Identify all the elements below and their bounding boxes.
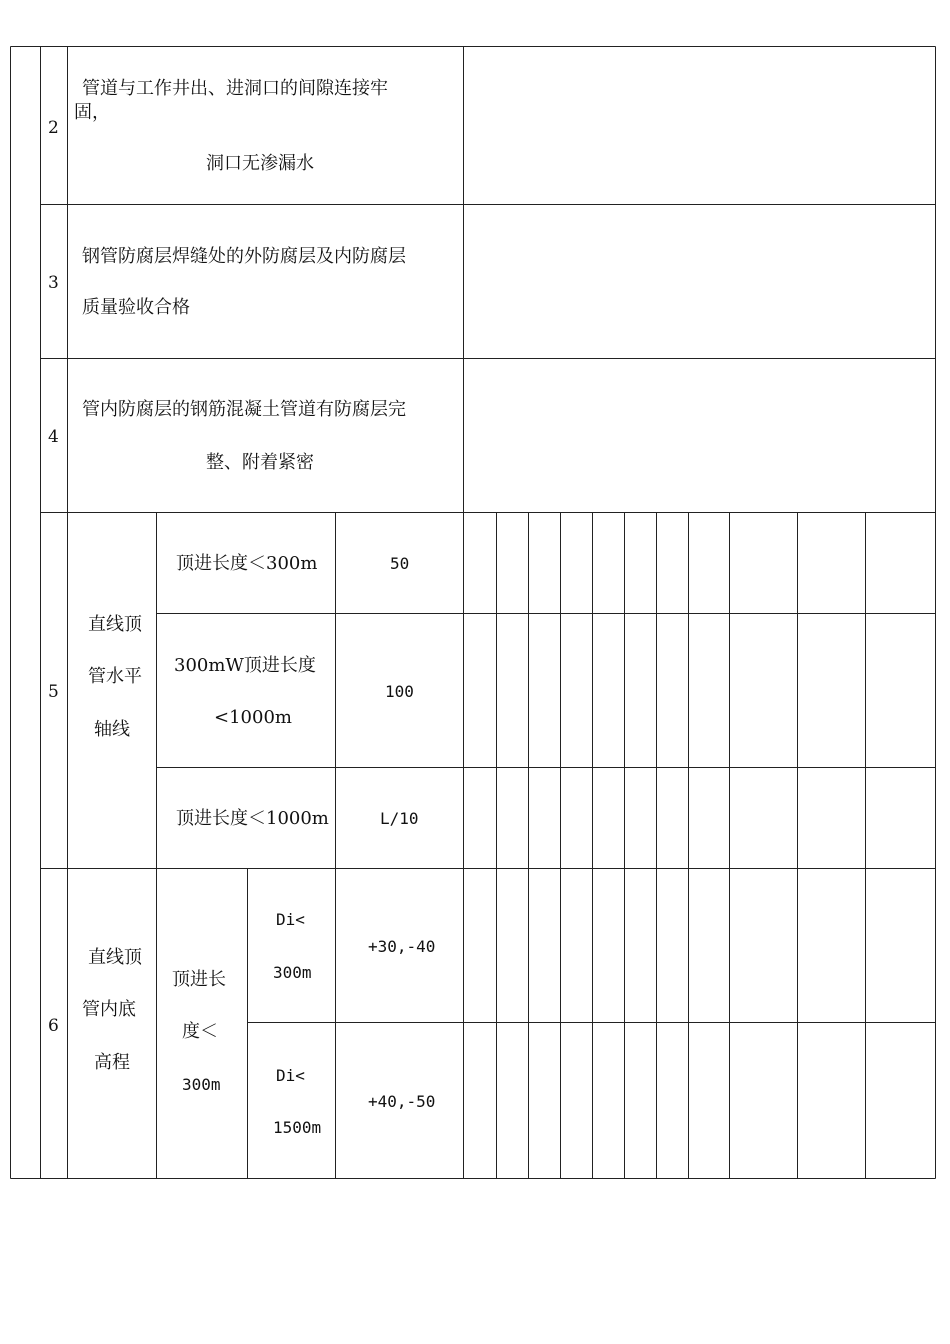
row-2-number: 2 — [48, 118, 59, 138]
row-3-text-line1: 钢管防腐层焊缝处的外防腐层及内防腐层 — [82, 246, 406, 267]
row-6-value-1: +30,-40 — [368, 937, 436, 956]
row-4-number: 4 — [48, 427, 59, 447]
row-6-cond-1-line1: Di< — [276, 910, 305, 929]
row-6-cond-2-line2: 1500m — [273, 1118, 322, 1137]
row-4-text-line2: 整、附着紧密 — [206, 452, 314, 473]
row-6-group-line1: 顶进长 — [172, 969, 226, 990]
row-5-item-line3: 轴线 — [94, 719, 130, 740]
row-6-item-line1: 直线顶 — [88, 947, 142, 968]
row-6-number: 6 — [48, 1016, 59, 1036]
row-6-value-2: +40,-50 — [368, 1092, 436, 1111]
row-6-cond-1-line2: 300m — [273, 963, 312, 982]
row-5-cond-3: 顶进长度＜1000m — [176, 808, 329, 829]
row-3-text-line2: 质量验收合格 — [82, 297, 190, 318]
row-2-text-line2: 固， — [74, 102, 110, 123]
row-3-number: 3 — [48, 273, 59, 293]
row-5-cond-2-line2: <1000m — [214, 707, 292, 728]
row-5-item-line1: 直线顶 — [88, 614, 142, 635]
row-6-item-line3: 高程 — [94, 1052, 130, 1073]
row-5-cond-2-line1: 300mW顶进长度 — [174, 655, 316, 676]
row-5-value-3: L/10 — [380, 809, 419, 828]
row-6-group-line3: 300m — [182, 1075, 221, 1094]
row-5-cond-1: 顶进长度＜300m — [176, 553, 318, 574]
row-5-item-line2: 管水平 — [88, 666, 142, 687]
row-5-value-2: 100 — [385, 682, 414, 701]
row-5-value-1: 50 — [390, 554, 410, 573]
row-2-text-line1: 管道与工作井出、进洞口的间隙连接牢 — [82, 78, 388, 99]
row-6-cond-2-line1: Di< — [276, 1066, 305, 1085]
row-4-text-line1: 管内防腐层的钢筋混凝土管道有防腐层完 — [82, 399, 406, 420]
row-6-group-line2: 度＜ — [182, 1021, 218, 1042]
row-2-text-line3: 洞口无渗漏水 — [206, 153, 314, 174]
row-5-number: 5 — [48, 682, 59, 702]
row-6-item-line2: 管内底 — [82, 999, 136, 1020]
